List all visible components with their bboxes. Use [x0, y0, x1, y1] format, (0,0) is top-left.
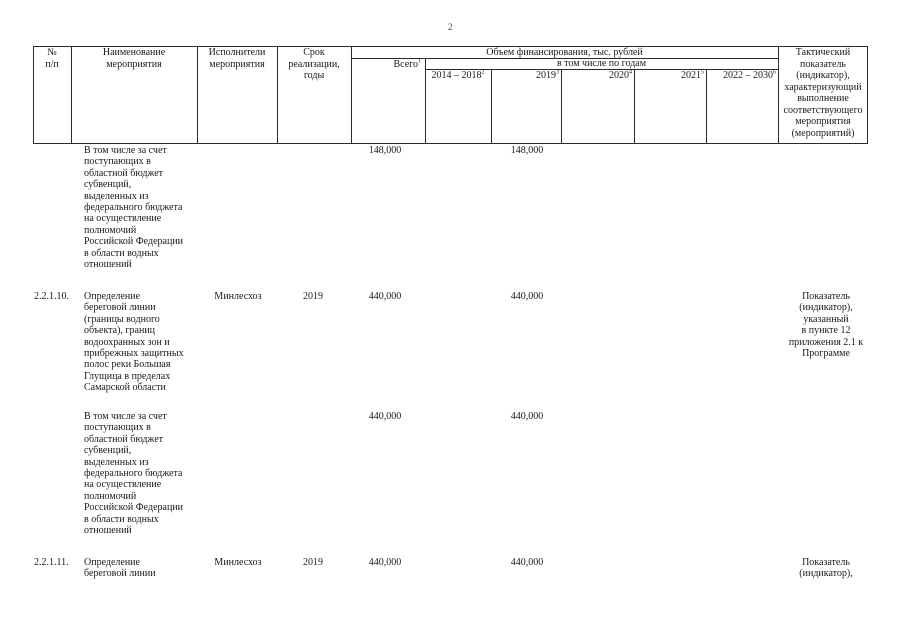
- row-name: Определение береговой линии (границы водного объекта), границ водоохранных зон и прибрежных защитных полос реки Большая Глущица в пределах Самарской области: [84, 291, 184, 394]
- row-executor: Минлесхоз: [214, 291, 262, 302]
- row-total: 440,000: [368, 411, 402, 422]
- row-executor: Минлесхоз: [214, 557, 262, 568]
- header-y-2019: 2019$^3$: [536, 69, 559, 81]
- header-y-2014-2018: 2014 – 2018$^2$: [431, 69, 485, 81]
- row-y2019: 148,000: [510, 145, 544, 156]
- header-num: № п/п: [45, 47, 59, 70]
- row-total: 440,000: [368, 291, 402, 302]
- row-y2019: 440,000: [510, 557, 544, 568]
- border-y1: [491, 69, 492, 144]
- border-y4: [706, 69, 707, 144]
- row-term: 2019: [303, 291, 323, 302]
- border-name: [197, 46, 198, 144]
- header-indicator: Тактический показатель (индикатор), характеризующий выполнение соответствующего мероприятия (мероприятий): [783, 47, 863, 139]
- row-indicator: Показатель (индикатор),: [799, 557, 853, 580]
- header-total: Всего$^1$: [393, 58, 421, 70]
- row-number: 2.2.1.10.: [34, 291, 69, 302]
- row-y2019: 440,000: [510, 291, 544, 302]
- row-indicator: Показатель (индикатор), указанный в пункте 12 приложения 2.1 к Программе: [788, 291, 864, 360]
- row-name: В том числе за счет поступающих в областной бюджет субвенций, выделенных из федерального бюджета на осуществление полномочий Российской Федерации в области водных отношений: [84, 145, 184, 271]
- page-number: 2: [448, 22, 453, 32]
- border-term: [351, 46, 352, 144]
- border-num: [71, 46, 72, 144]
- row-name: В том числе за счет поступающих в областной бюджет субвенций, выделенных из федерального бюджета на осуществление полномочий Российской Федерации в области водных отношений: [84, 411, 184, 537]
- border-left: [33, 46, 34, 144]
- row-term: 2019: [303, 557, 323, 568]
- border-exec: [277, 46, 278, 144]
- row-name: Определение береговой линии: [84, 557, 156, 580]
- border-y5: [778, 46, 779, 144]
- header-y-2022-2030: 2022 – 2030$^6$: [723, 69, 776, 81]
- border-total: [425, 58, 426, 144]
- header-financing: Объем финансирования, тыс. рублей: [486, 47, 643, 58]
- header-executor: Исполнители мероприятия: [208, 47, 266, 70]
- row-y2019: 440,000: [510, 411, 544, 422]
- table-header: [33, 46, 868, 144]
- border-y3: [634, 69, 635, 144]
- row-number: 2.2.1.11.: [34, 557, 69, 568]
- header-y-2021: 2021$^5$: [681, 69, 704, 81]
- header-bottom-border: [33, 143, 868, 144]
- row-total: 148,000: [368, 145, 402, 156]
- header-incl-years: в том числе по годам: [556, 58, 647, 69]
- border-right: [867, 46, 868, 144]
- border-y2: [561, 69, 562, 144]
- header-term: Срок реализации, годы: [288, 47, 340, 81]
- header-y-2020: 2020$^4$: [609, 69, 632, 81]
- row-total: 440,000: [368, 557, 402, 568]
- header-name: Наименование мероприятия: [102, 47, 166, 70]
